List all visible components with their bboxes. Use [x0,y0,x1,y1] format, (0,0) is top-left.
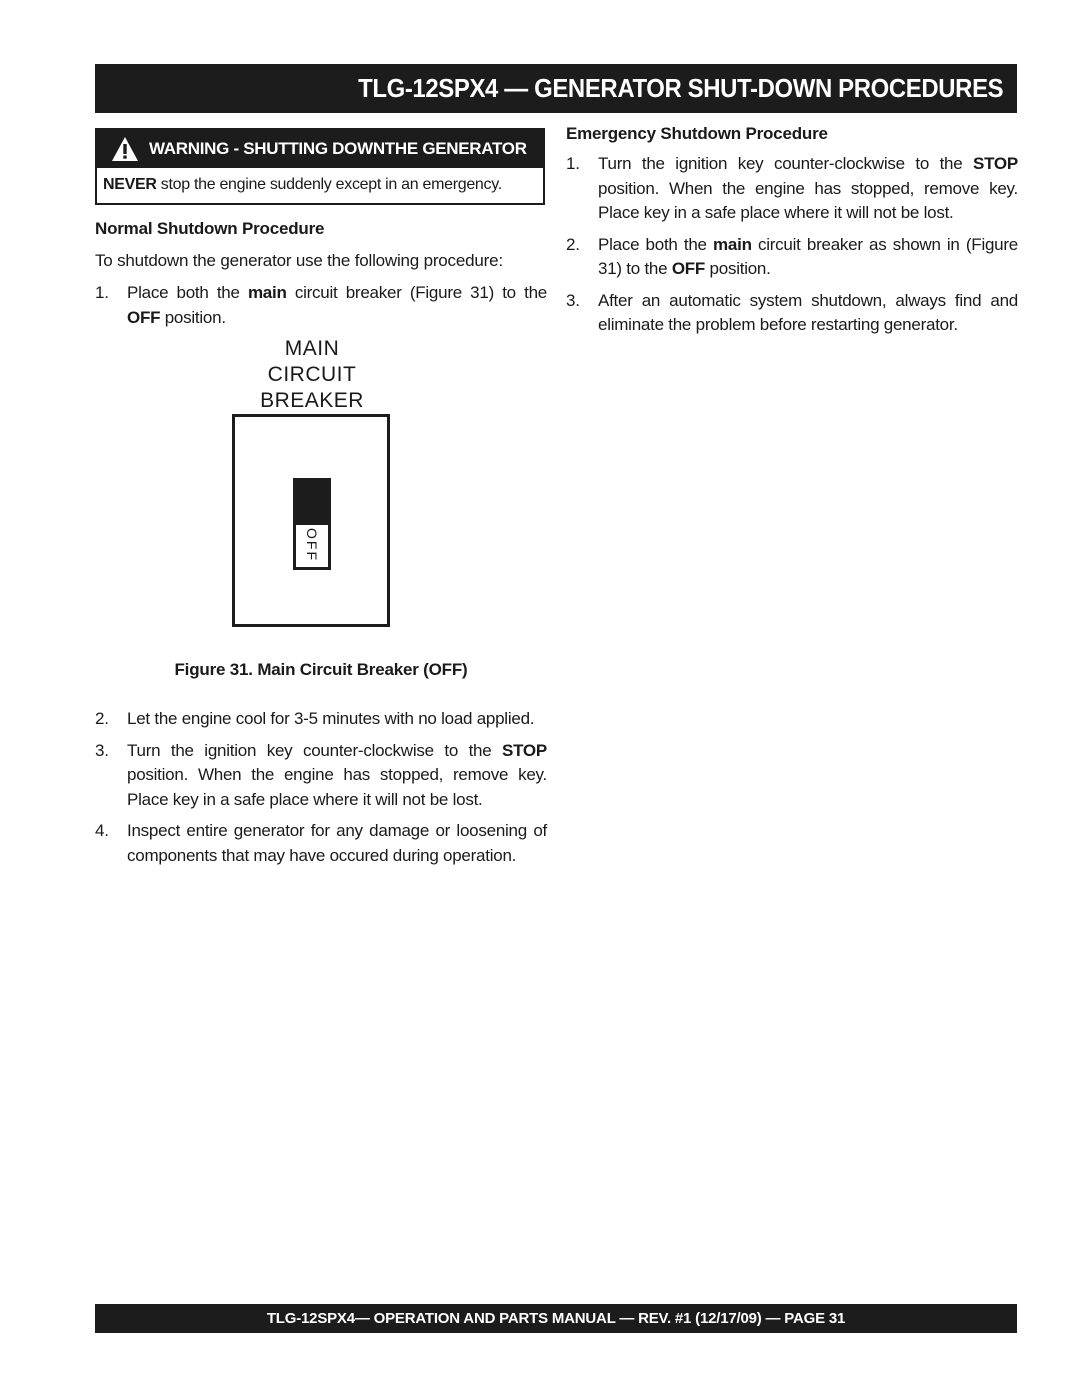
step-text: Turn the ignition key counter-clockwise to the [127,740,503,760]
step-strong: STOP [502,740,547,760]
page-title: TLG-12SPX4 — GENERATOR SHUT-DOWN PROCEDURES [357,73,1003,103]
breaker-panel [232,414,390,627]
warning-box [95,128,545,205]
step-number: 2. [95,709,109,728]
warning-strong: NEVER [103,176,157,193]
step-text: After an automatic system shutdown, always find and eliminate the problem before restarting generator. [598,290,1018,334]
step-text: Inspect entire generator for any damage or loosening of components that may have occured during operation. [127,821,547,865]
step-number: 2. [566,234,580,254]
step-text: position. When the engine has stopped, remove key. Place key in a safe place where it will not be lost. [598,178,1018,222]
step-text: position. When the engine has stopped, remove key. Place key in a safe place where it will not be lost. [127,765,547,809]
normal-step-4 [95,819,547,868]
emergency-step-2 [566,233,1018,282]
step-number: 3. [566,290,580,310]
normal-step-1 [95,281,547,330]
step-text: Turn the ignition key counter-clockwise to the [598,154,974,173]
breaker-off-label: OFF [304,528,320,562]
main-circuit-breaker-figure [95,334,547,654]
step-text: circuit breaker as shown in (Figure 31) to the [598,234,1018,278]
step-number: 1. [566,154,580,173]
warning-triangle-icon [111,136,139,162]
figure-label-circuit: CIRCUIT [267,363,357,386]
step-text: Let the engine cool for 3-5 minutes with no load applied. [127,709,535,728]
normal-step-2 [95,707,547,732]
warning-body-text: stop the engine suddenly except in an emergency. [156,176,502,193]
normal-shutdown-heading: Normal Shutdown Procedure [95,219,325,238]
step-text: position. [705,259,771,278]
step-number: 4. [95,821,109,840]
emergency-steps-list [566,152,1018,338]
emergency-step-1 [566,152,1018,226]
page-header-bar [95,64,1017,113]
normal-steps-list-b [95,707,547,868]
breaker-handle [296,481,328,525]
page-footer-text: TLG-12SPX4— OPERATION AND PARTS MANUAL — REV. #1 (12/17/09) — PAGE 31 [266,1310,846,1327]
step-text: position. [160,307,226,327]
step-text: circuit breaker (Figure 31) to the [286,283,547,302]
step-number: 3. [95,740,109,760]
left-column [95,128,547,868]
breaker-switch [293,478,331,570]
normal-intro: To shutdown the generator use the following procedure: [95,251,503,270]
step-strong: STOP [973,154,1018,173]
emergency-step-3 [566,289,1018,338]
step-text: Place both the [127,283,248,302]
emergency-shutdown-heading: Emergency Shutdown Procedure [566,124,828,143]
figure-caption: Figure 31. Main Circuit Breaker (OFF) [174,660,468,679]
right-column [566,124,1018,338]
warning-text [97,168,543,203]
step-strong: main [247,283,287,302]
step-text: Place both the [598,234,714,254]
normal-step-3 [95,739,547,813]
figure-label-breaker: BREAKER [260,389,364,412]
step-number: 1. [95,283,109,302]
normal-steps-list-a [95,281,547,330]
step-strong: main [713,234,752,254]
warning-heading: WARNING - SHUTTING DOWNTHE GENERATOR [149,139,527,158]
warning-header [97,130,543,168]
page-footer-bar [95,1304,1017,1333]
step-strong: OFF [671,259,706,278]
step-strong: OFF [127,307,161,327]
figure-label-main: MAIN [284,337,340,360]
